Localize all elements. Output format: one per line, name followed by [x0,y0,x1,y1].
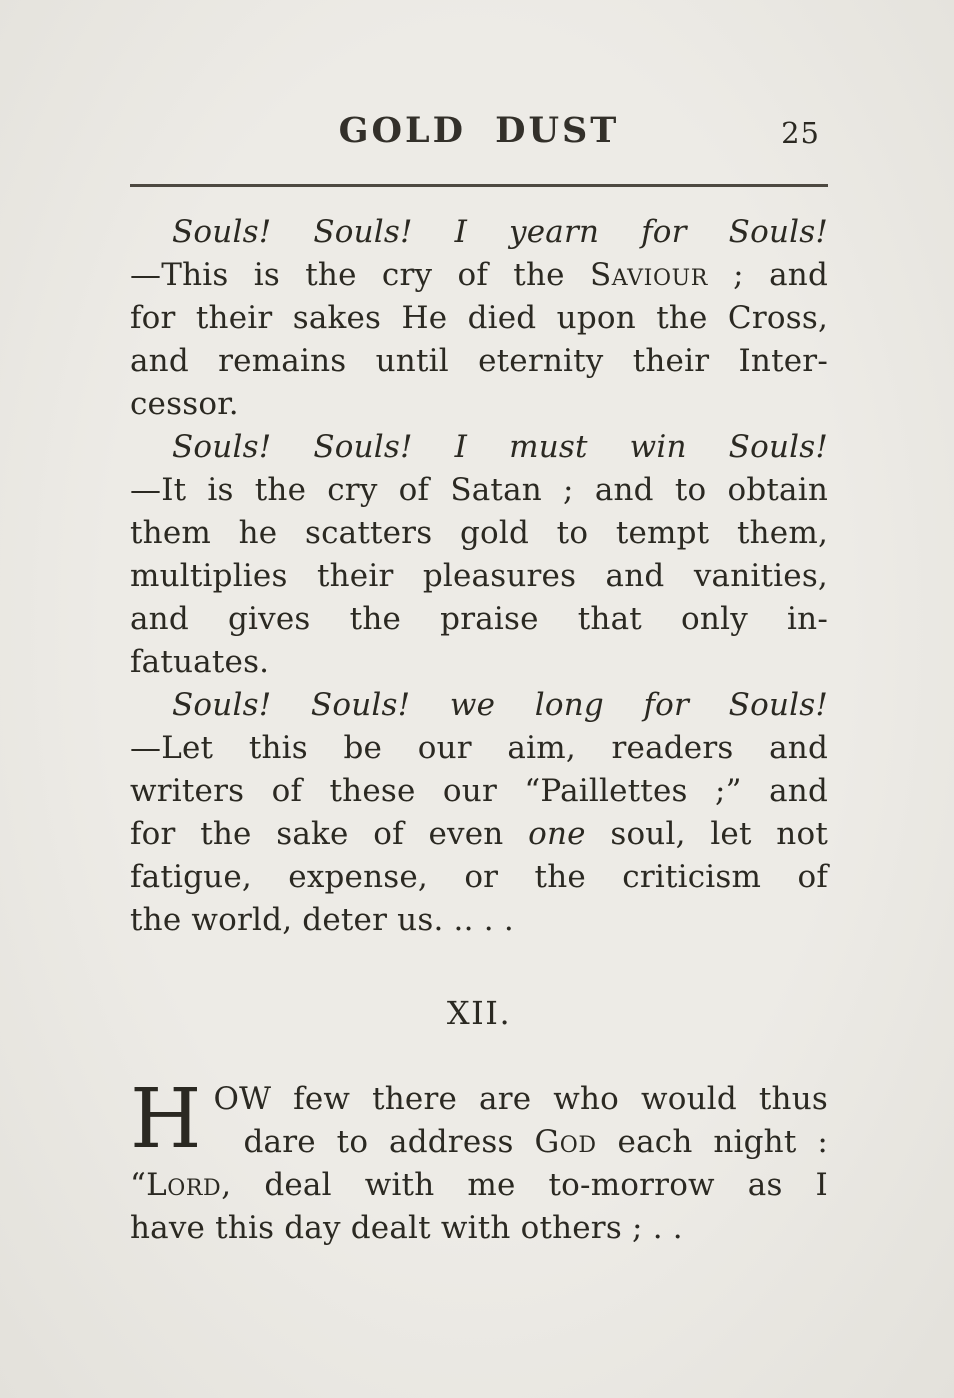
text-line [130,1078,828,1121]
text-segment: have this day dealt with others ; . . [130,1210,683,1246]
page-content [130,110,828,1250]
text-line [130,1164,828,1207]
text-line [130,727,828,770]
text-line [130,340,828,383]
text-segment: for their sakes He died upon the Cross, [130,300,828,336]
paragraph [130,211,828,426]
text-segment: and gives the praise that only in- [130,601,828,637]
small-caps-word: God [534,1124,597,1160]
text-line [130,512,828,555]
small-caps-word: Saviour [589,257,708,293]
text-line [130,684,828,727]
italic-text: Souls! Souls! I yearn for Souls! [172,214,828,250]
dropcap-letter: H [130,1072,202,1167]
text-line [130,770,828,813]
text-segment: for the sake of even [130,816,529,852]
text-segment: cessor. [130,386,239,422]
text-segment: ; and [707,257,828,293]
header-divider [130,184,828,187]
text-segment: soul, let not [585,816,828,852]
page-number: 25 [781,116,820,150]
page-header [130,110,828,160]
text-line [130,1207,828,1250]
text-segment: and remains until eternity their Inter- [130,343,828,379]
text-segment: —It is the cry of Satan ; and to obtain [130,472,828,508]
text-segment: —This is the cry of the [130,257,590,293]
text-segment: dare to address [243,1124,535,1160]
section-heading: XII. [446,994,512,1032]
paragraph [130,426,828,684]
text-line [130,211,828,254]
text-segment: OW few there are who would thus [213,1081,828,1117]
text-segment: multiplies their pleasures and vanities, [130,558,828,594]
italic-text: Souls! Souls! I must win Souls! [172,429,828,465]
paragraph [130,684,828,942]
text-line [130,598,828,641]
text-segment: “ [130,1167,147,1203]
text-segment: writers of these our “Paillettes ;” and [130,773,828,809]
text-line [130,254,828,297]
italic-text: Souls! Souls! we long for Souls! [172,687,828,723]
text-line [130,641,828,684]
page-body [130,211,828,1250]
text-line [130,813,828,856]
text-line [130,469,828,512]
text-line [130,383,828,426]
italic-text: one [528,816,586,852]
text-segment: them he scatters gold to tempt them, [130,515,828,551]
paragraph [130,1072,828,1250]
text-line [130,555,828,598]
page-title: GOLD DUST [338,110,620,151]
text-line [130,426,828,469]
text-line [130,297,828,340]
text-segment: the world, deter us. .. . . [130,902,514,938]
text-line [130,1121,828,1164]
text-line [130,856,828,899]
text-segment: fatuates. [130,644,270,680]
text-line [130,899,828,942]
text-segment: fatigue, expense, or the criticism of [130,859,828,895]
text-segment: , deal with me to-morrow as I [221,1167,828,1203]
text-segment: each night : [596,1124,828,1160]
small-caps-word: Lord [146,1167,222,1203]
text-segment: —Let this be our aim, readers and [130,730,828,766]
